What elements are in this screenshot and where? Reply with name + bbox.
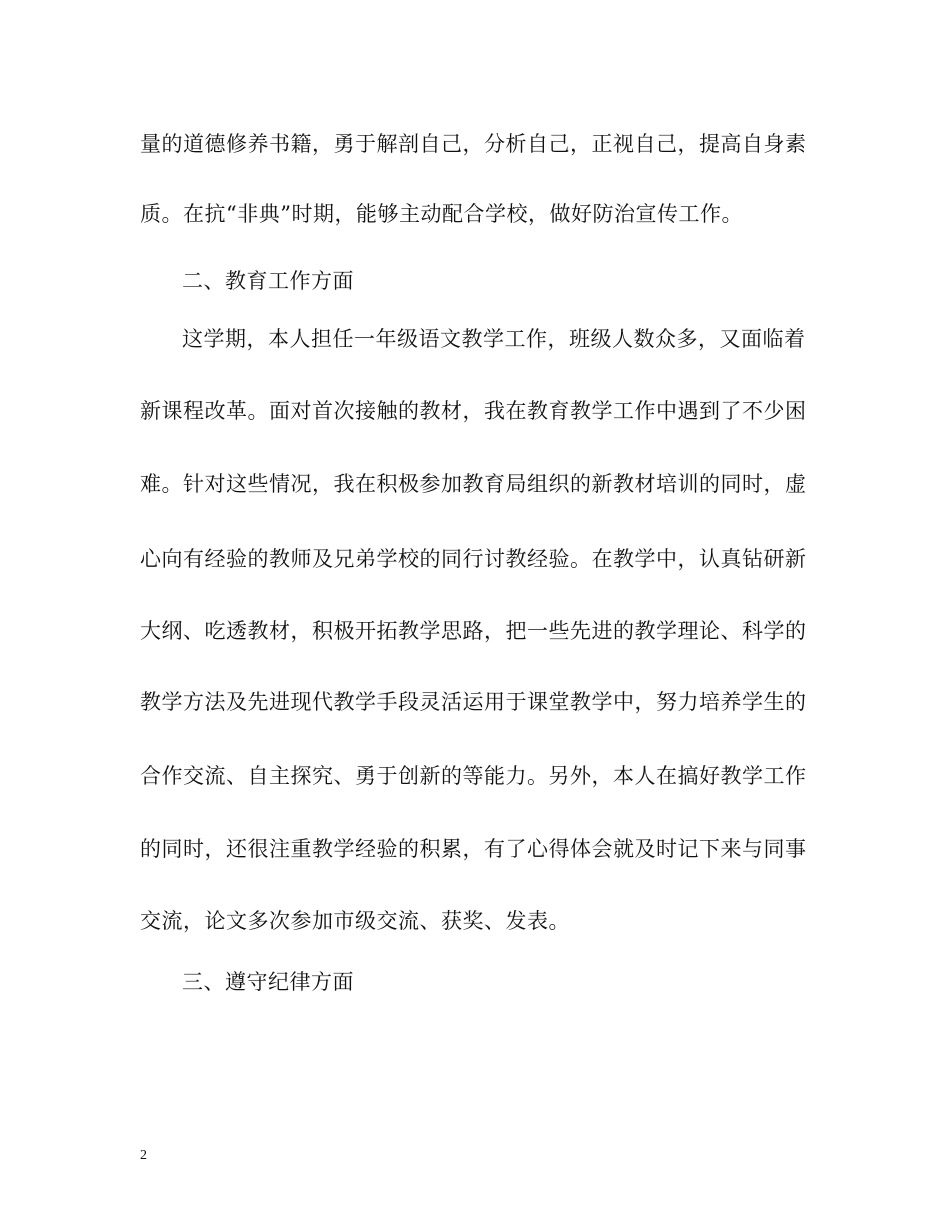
body-text-line: 合作交流、自主探究、勇于创新的等能力。另外，本人在搞好教学工作 xyxy=(140,764,807,788)
page-number: 2 xyxy=(140,1148,147,1163)
body-text-line: 的同时，还很注重教学经验的积累，有了心得体会就及时记下来与同事 xyxy=(140,837,807,861)
body-text-line: 教学方法及先进现代教学手段灵活运用于课堂教学中，努力培养学生的 xyxy=(140,690,807,714)
body-text-line: 大纲、吃透教材，积极开拓教学思路，把一些先进的教学理论、科学的 xyxy=(140,619,807,643)
body-text-line: 心向有经验的教师及兄弟学校的同行讨教经验。在教学中，认真钻研新 xyxy=(140,547,807,571)
body-text-line: 交流，论文多次参加市级交流、获奖、发表。 xyxy=(140,909,570,933)
body-text-line: 质。在抗“非典”时期，能够主动配合学校，做好防治宣传工作。 xyxy=(140,202,743,226)
section-heading: 三、遵守纪律方面 xyxy=(182,970,354,994)
body-text-line: 难。针对这些情况，我在积极参加教育局组织的新教材培训的同时，虚 xyxy=(140,472,807,496)
section-heading: 二、教育工作方面 xyxy=(182,269,354,293)
body-text-line: 量的道德修养书籍，勇于解剖自己，分析自己，正视自己，提高自身素 xyxy=(140,132,807,156)
body-text-line: 新课程改革。面对首次接触的教材，我在教育教学工作中遇到了不少困 xyxy=(140,399,807,423)
body-text-line: 这学期，本人担任一年级语文教学工作，班级人数众多，又面临着 xyxy=(182,327,806,351)
